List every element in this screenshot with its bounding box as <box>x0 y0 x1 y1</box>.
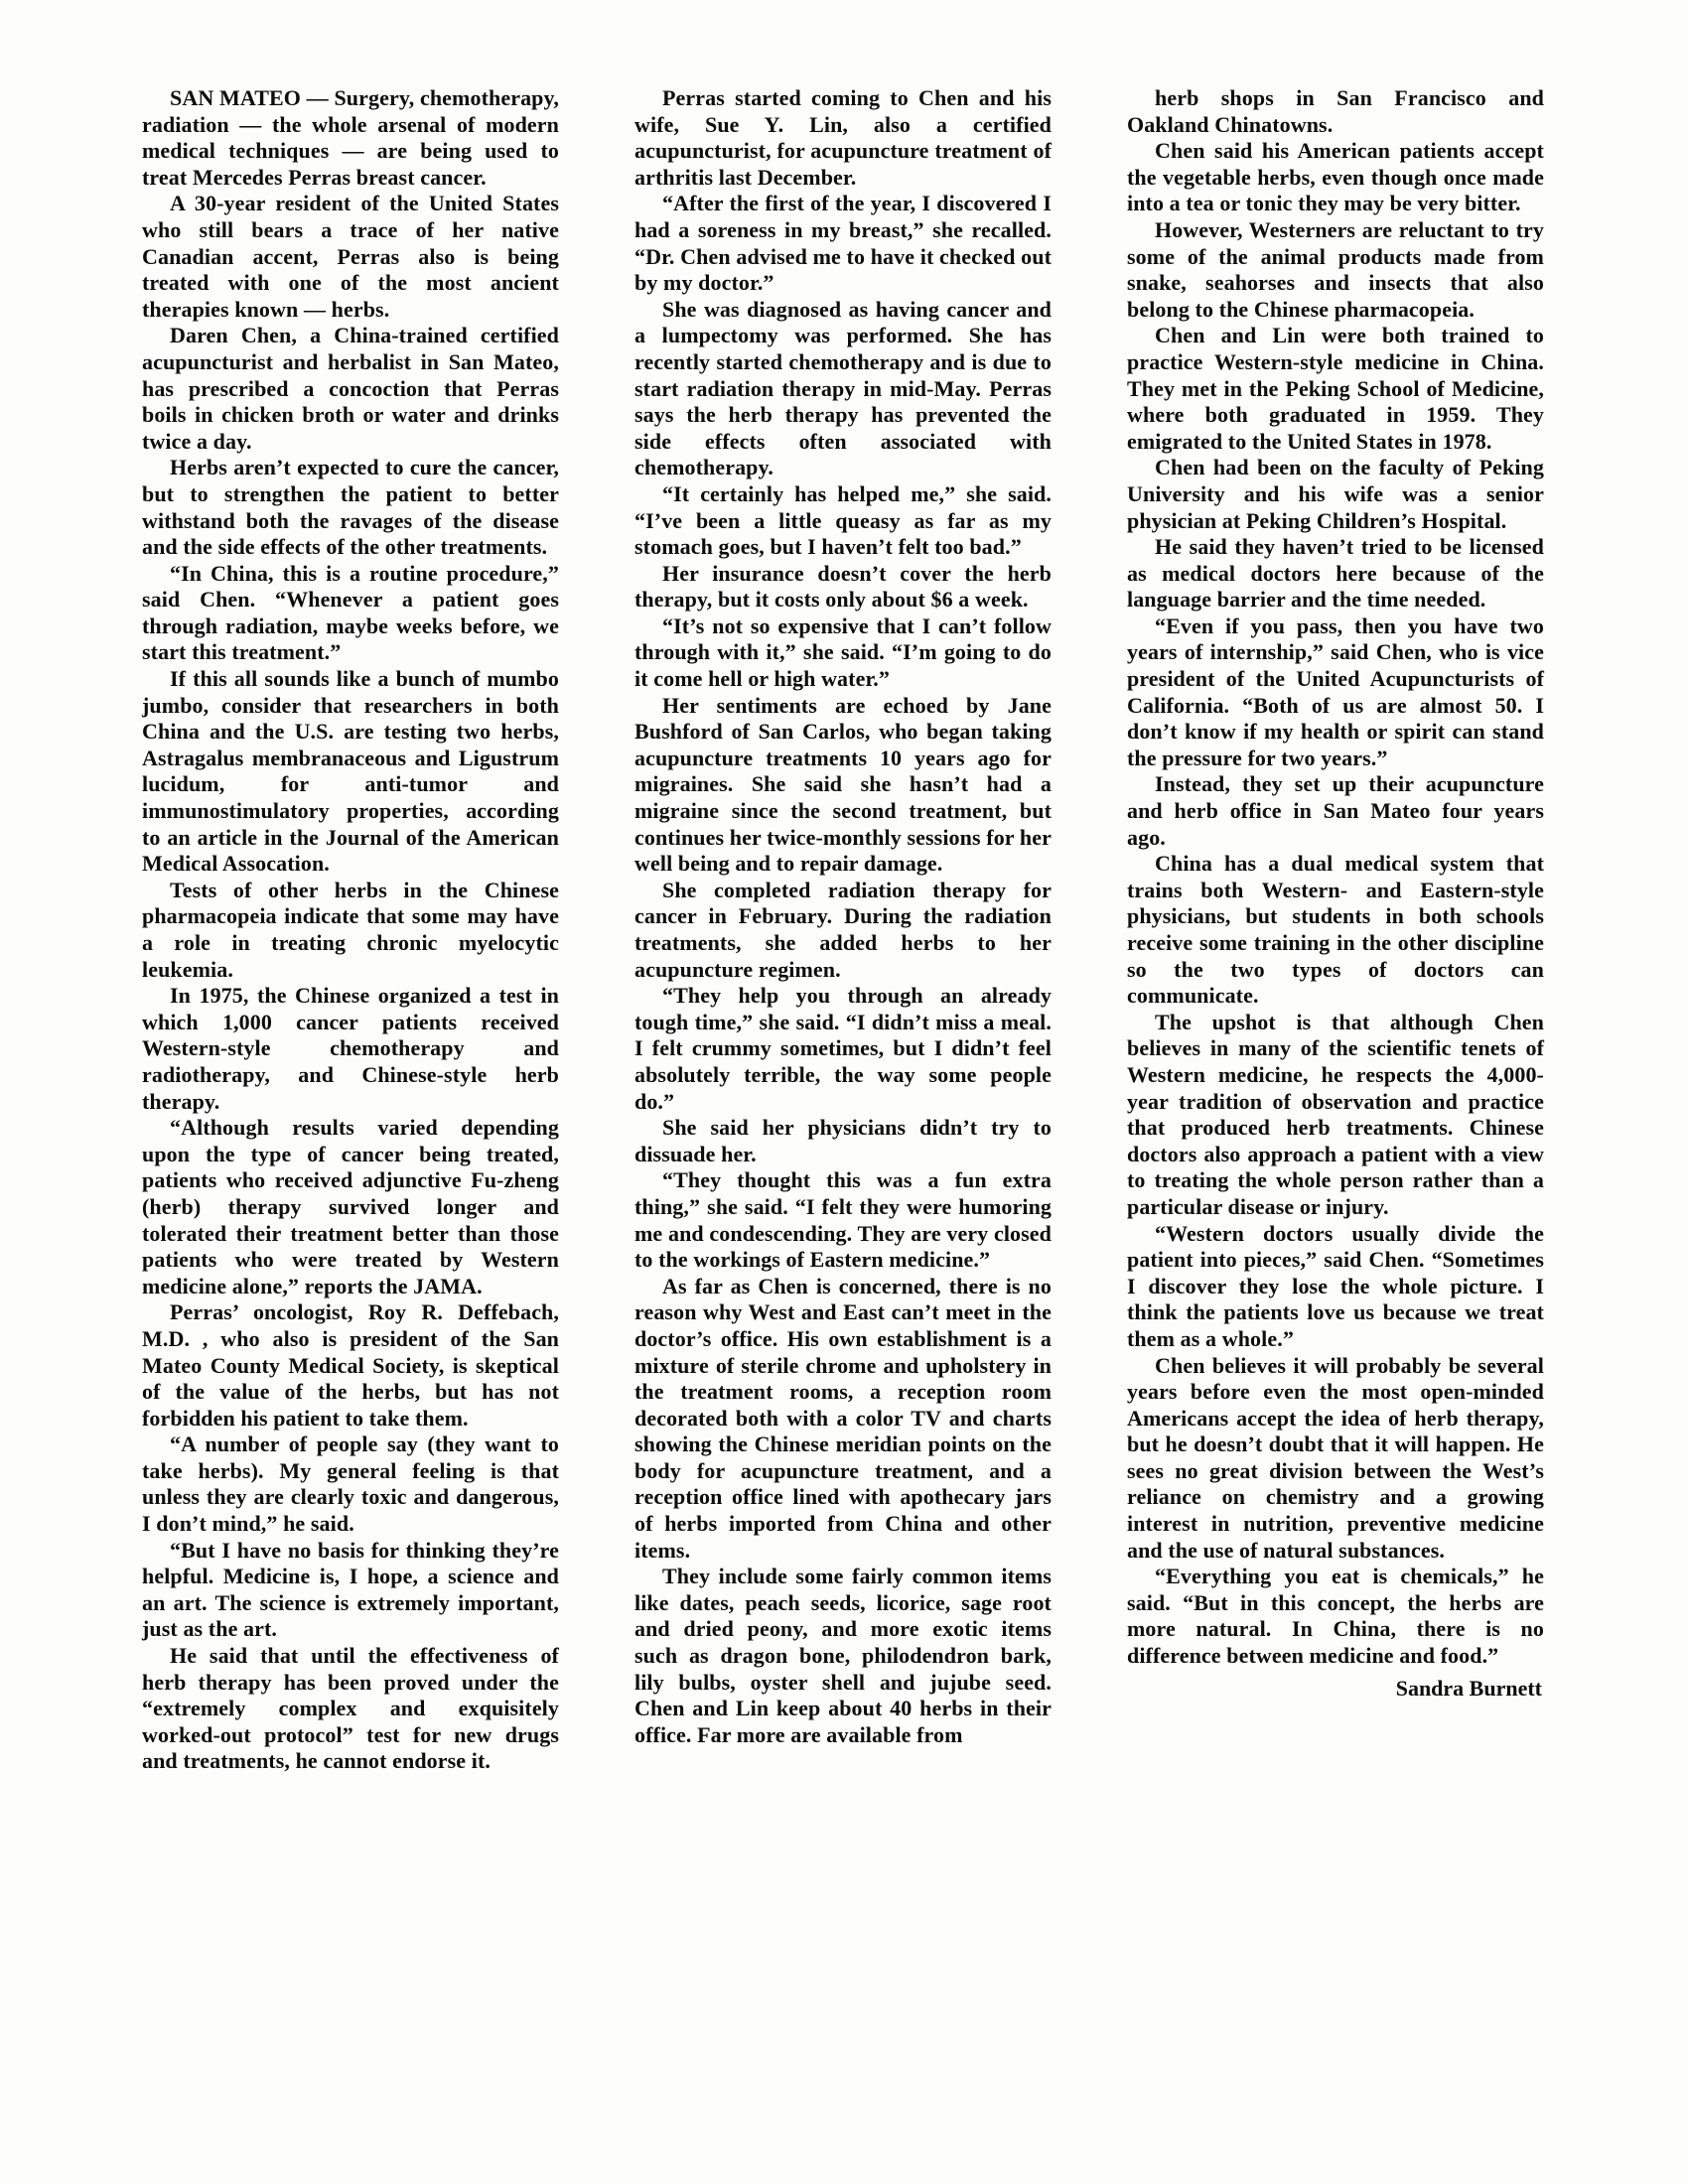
article-paragraph: “Everything you eat is chemicals,” he said. “But in this concept, the herbs are more natural. In China, there is no difference between medicine and food.” <box>1127 1564 1544 1669</box>
article-body <box>142 85 1544 1775</box>
article-paragraph: They include some fairly common items like dates, peach seeds, licorice, sage root and dried peony, and more exotic items such as dragon bone, philodendron bark, lily bulbs, oyster shell and jujube seed. Chen and Lin keep about 40 herbs in their office. Far more are available from <box>634 1564 1052 1747</box>
article-paragraph: “Even if you pass, then you have two years of internship,” said Chen, who is vice president of the United Acupuncturists of California. “Both of us are almost 50. I don’t know if my health or spirit can stand the pressure for two years.” <box>1127 613 1544 770</box>
article-paragraph: The upshot is that although Chen believes in many of the scientific tenets of Western medicine, he respects the 4,000-year tradition of observation and practice that produced herb treatments. Chinese doctors also approach a patient with a view to treating the whole person rather than a particular disease or injury. <box>1127 1009 1544 1219</box>
article-paragraph: Tests of other herbs in the Chinese pharmacopeia indicate that some may have a role in treating chronic myelocytic leukemia. <box>142 877 559 982</box>
article-paragraph: “Although results varied depending upon the type of cancer being treated, patients who received adjunctive Fu-zheng (herb) therapy survived longer and tolerated their treatment better than those patients who were treated by Western medicine alone,” reports the JAMA. <box>142 1115 559 1298</box>
article-paragraph: Instead, they set up their acupuncture and herb office in San Mateo four years ago. <box>1127 771 1544 850</box>
article-paragraph: herb shops in San Francisco and Oakland Chinatowns. <box>1127 85 1544 137</box>
article-column-3-paragraphs <box>1127 85 1544 1670</box>
article-paragraph: Her insurance doesn’t cover the herb therapy, but it costs only about $6 a week. <box>634 560 1052 613</box>
article-paragraph: However, Westerners are reluctant to try some of the animal products made from snake, seahorses and insects that also belong to the Chinese pharmacopeia. <box>1127 216 1544 322</box>
article-paragraph: Perras started coming to Chen and his wife, Sue Y. Lin, also a certified acupuncturist, for acupuncture treatment of arthritis last December. <box>634 85 1052 190</box>
article-paragraph: Chen and Lin were both trained to practice Western-style medicine in China. They met in the Peking School of Medicine, where both graduated in 1959. They emigrated to the United States in 1978. <box>1127 323 1544 454</box>
article-paragraph: SAN MATEO — Surgery, chemotherapy, radiation — the whole arsenal of modern medical techniques — are being used to treat Mercedes Perras breast cancer. <box>142 85 559 190</box>
article-paragraph: “Western doctors usually divide the patient into pieces,” said Chen. “Sometimes I discover they lose the whole picture. I think the patients love us because we treat them as a whole.” <box>1127 1220 1544 1351</box>
article-paragraph: Chen said his American patients accept the vegetable herbs, even though once made into a tea or tonic they may be very bitter. <box>1127 138 1544 216</box>
article-paragraph: She said her physicians didn’t try to dissuade her. <box>634 1115 1052 1166</box>
article-paragraph: Chen believes it will probably be several years before even the most open-minded Americans accept the idea of herb therapy, but he doesn’t doubt that it will happen. He sees no great division between the West’s reliance on chemistry and a growing interest in nutrition, preventive medicine and the use of natural substances. <box>1127 1352 1544 1563</box>
article-paragraph: If this all sounds like a bunch of mumbo jumbo, consider that researchers in both China and the U.S. are testing two herbs, Astragalus membranaceous and Ligustrum lucidum, for anti-tumor and immunostimulatory properties, according to an article in the Journal of the American Medical Assocation. <box>142 666 559 877</box>
article-paragraph: She was diagnosed as having cancer and a lumpectomy was performed. She has recently started chemotherapy and is due to start radiation therapy in mid-May. Perras says the herb therapy has prevented the side effects often associated with chemotherapy. <box>634 296 1052 480</box>
article-paragraph: “A number of people say (they want to take herbs). My general feeling is that unless they are clearly toxic and dangerous, I don’t mind,” he said. <box>142 1432 559 1537</box>
article-paragraph: He said that until the effectiveness of herb therapy has been proved under the “extremely complex and exquisitely worked-out protocol” test for new drugs and treatments, he cannot endorse it. <box>142 1643 559 1774</box>
article-paragraph: Herbs aren’t expected to cure the cancer, but to strengthen the patient to better withstand both the ravages of the disease and the side effects of the other treatments. <box>142 455 559 560</box>
article-paragraph: China has a dual medical system that trains both Western- and Eastern-style physicians, but students in both schools receive some training in the other discipline so the two types of doctors can communicate. <box>1127 851 1544 1009</box>
article-paragraph: “It certainly has helped me,” she said. “I’ve been a little queasy as far as my stomach goes, but I haven’t felt too bad.” <box>634 480 1052 560</box>
article-paragraph: A 30-year resident of the United States who still bears a trace of her native Canadian accent, Perras also is being treated with one of the most ancient therapies known — herbs. <box>142 191 559 322</box>
article-paragraph: As far as Chen is concerned, there is no reason why West and East can’t meet in the doctor’s office. His own establishment is a mixture of sterile chrome and upholstery in the treatment rooms, a reception room decorated both with a color TV and charts showing the Chinese meridian points on the body for acupuncture treatment, and a reception office lined with apothecary jars of herbs imported from China and other items. <box>634 1273 1052 1563</box>
article-column-1 <box>142 85 559 1775</box>
article-paragraph: She completed radiation therapy for cancer in February. During the radiation treatments, she added herbs to her acupuncture regimen. <box>634 877 1052 982</box>
article-column-3 <box>1127 85 1544 1702</box>
article-paragraph: “They thought this was a fun extra thing,” she said. “I felt they were humoring me and condescending. They are very closed to the workings of Eastern medicine.” <box>634 1167 1052 1273</box>
byline: Sandra Burnett <box>1395 1675 1542 1701</box>
article-paragraph: In 1975, the Chinese organized a test in which 1,000 cancer patients received Western-style chemotherapy and radiotherapy, and Chinese-style herb therapy. <box>142 983 559 1114</box>
article-paragraph: He said they haven’t tried to be licensed as medical doctors here because of the language barrier and the time needed. <box>1127 534 1544 613</box>
article-paragraph: Perras’ oncologist, Roy R. Deffebach, M.D. , who also is president of the San Mateo County Medical Society, is skeptical of the value of the herbs, but has not forbidden his patient to take them. <box>142 1299 559 1431</box>
article-column-2 <box>634 85 1052 1748</box>
article-paragraph: “But I have no basis for thinking they’re helpful. Medicine is, I hope, a science and an art. The science is extremely important, just as the art. <box>142 1537 559 1642</box>
article-paragraph: Daren Chen, a China-trained certified acupuncturist and herbalist in San Mateo, has prescribed a concoction that Perras boils in chicken broth or water and drinks twice a day. <box>142 323 559 454</box>
article-paragraph: “It’s not so expensive that I can’t follow through with it,” she said. “I’m going to do it come hell or high water.” <box>634 613 1052 692</box>
article-paragraph: Chen had been on the faculty of Peking University and his wife was a senior physician at Peking Children’s Hospital. <box>1127 455 1544 533</box>
article-paragraph: “After the first of the year, I discovered I had a soreness in my breast,” she recalled. “Dr. Chen advised me to have it checked out by my doctor.” <box>634 191 1052 296</box>
article-paragraph: “They help you through an already tough time,” she said. “I didn’t miss a meal. I felt crummy sometimes, but I didn’t feel absolutely terrible, the way some people do.” <box>634 983 1052 1114</box>
article-paragraph: Her sentiments are echoed by Jane Bushford of San Carlos, who began taking acupuncture treatments 10 years ago for migraines. She said she hasn’t had a migraine since the second treatment, but continues her twice-monthly sessions for her well being and to repair damage. <box>634 692 1052 877</box>
article-paragraph: “In China, this is a routine procedure,” said Chen. “Whenever a patient goes through radiation, maybe weeks before, we start this treatment.” <box>142 560 559 665</box>
